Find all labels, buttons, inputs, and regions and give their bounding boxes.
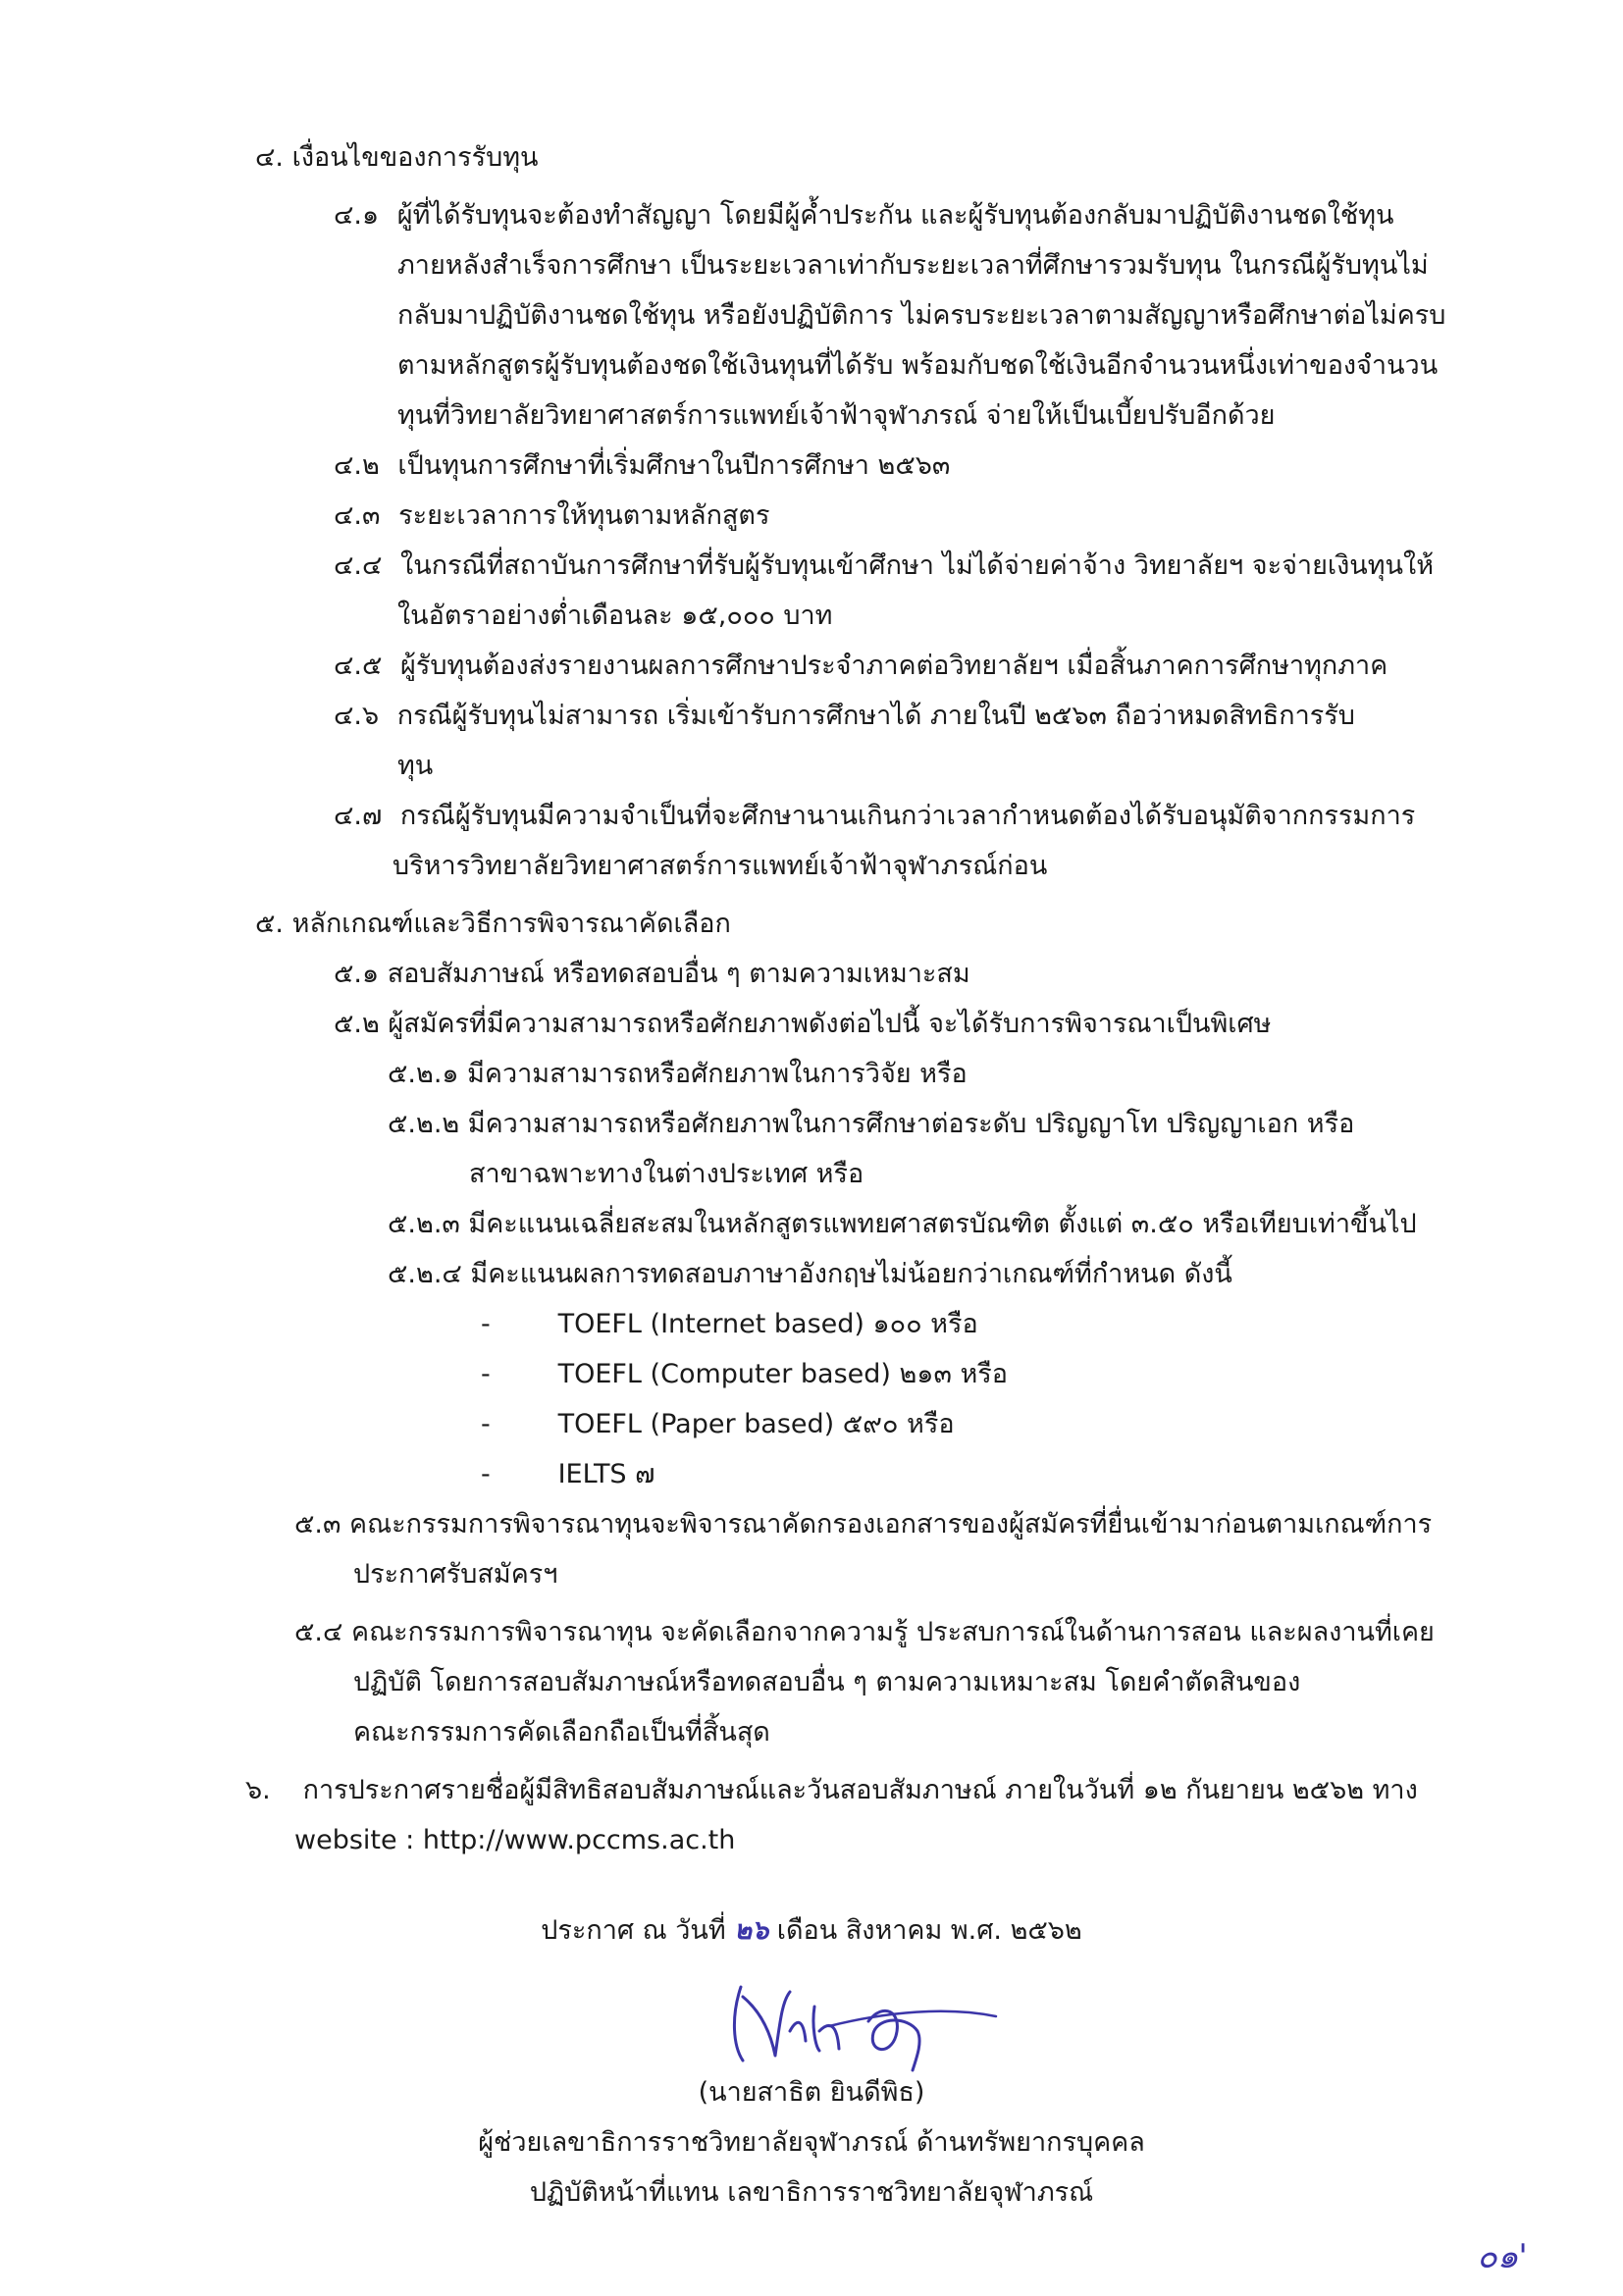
handwritten-page-mark: ๐๑' bbox=[1477, 2237, 1528, 2276]
toefl-paper-text: TOEFL (Paper based) ๕๙๐ หรือ bbox=[557, 1409, 955, 1439]
item-4-5 bbox=[334, 642, 1387, 691]
item-4-3-number: ๔.๓ bbox=[334, 500, 381, 531]
item-4-5-text: ผู้รับทุนต้องส่งรายงานผลการศึกษาประจำภาคต่อวิทยาลัยฯ เมื่อสิ้นภาคการศึกษาทุกภาค bbox=[400, 651, 1388, 681]
item-5-2: ๕.๒ ผู้สมัครที่มีความสามารถหรือศักยภาพดังต่อไปนี้ จะได้รับการพิจารณาเป็นพิเศษ bbox=[334, 1009, 1272, 1039]
item-4-4-line-2: ในอัตราอย่างต่ำเดือนละ ๑๕,๐๐๐ บาท bbox=[397, 600, 833, 631]
ielts bbox=[481, 1450, 654, 1499]
item-4-5-number: ๔.๕ bbox=[334, 651, 383, 681]
item-5-3-line-1: ๕.๓ คณะกรรมการพิจารณาทุนจะพิจารณาคัดกรองเอกสารของผู้สมัครที่ยื่นเข้ามาก่อนตามเกณฑ์การ bbox=[294, 1509, 1433, 1539]
item-4-7-number: ๔.๗ bbox=[334, 801, 383, 831]
item-4-6-number: ๔.๖ bbox=[334, 701, 380, 731]
item-5-2-1: ๕.๒.๑ มีความสามารถหรือศักยภาพในการวิจัย หรือ bbox=[388, 1059, 968, 1089]
item-4-7 bbox=[334, 792, 1415, 841]
section-6-website: website : http://www.pccms.ac.th bbox=[294, 1825, 736, 1855]
item-4-1-line-1: ผู้ที่ได้รับทุนจะต้องทำสัญญา โดยมีผู้ค้ำประกัน และผู้รับทุนต้องกลับมาปฏิบัติงานชดใช้ทุน bbox=[396, 200, 1394, 231]
item-4-2-number: ๔.๒ bbox=[334, 450, 380, 481]
item-5-4-line-2: ปฏิบัติ โดยการสอบสัมภาษณ์หรือทดสอบอื่น ๆ ตามความเหมาะสม โดยคำตัดสินของ bbox=[353, 1667, 1301, 1697]
item-4-6 bbox=[334, 692, 1355, 741]
item-4-4-line-1: ในกรณีที่สถาบันการศึกษาที่รับผู้รับทุนเข้าศึกษา ไม่ได้จ่ายค่าจ้าง วิทยาลัยฯ จะจ่ายเงินทุนให้ bbox=[400, 550, 1434, 581]
item-4-3-text: ระยะเวลาการให้ทุนตามหลักสูตร bbox=[398, 500, 770, 531]
signer-position-1: ผู้ช่วยเลขาธิการราชวิทยาลัยจุฬาภรณ์ ด้านทรัพยากรบุคคล bbox=[478, 2127, 1145, 2158]
bullet-dash: - bbox=[481, 1459, 491, 1489]
section-6 bbox=[245, 1766, 1418, 1815]
bullet-dash: - bbox=[481, 1359, 491, 1389]
announcement-day: ๒๖ bbox=[734, 1915, 769, 1946]
signature-image bbox=[721, 1962, 1006, 2080]
item-4-1-line-2: ภายหลังสำเร็จการศึกษา เป็นระยะเวลาเท่ากับระยะเวลาที่ศึกษารวมรับทุน ในกรณีผู้รับทุนไม่ bbox=[397, 250, 1429, 281]
section-6-number: ๖. bbox=[245, 1775, 271, 1805]
announcement-prefix: ประกาศ ณ วันที่ bbox=[541, 1915, 726, 1946]
item-4-6-line-2: ทุน bbox=[397, 751, 434, 781]
toefl-internet-text: TOEFL (Internet based) ๑๐๐ หรือ bbox=[557, 1309, 978, 1339]
item-4-7-line-1: กรณีผู้รับทุนมีความจำเป็นที่จะศึกษานานเกินกว่าเวลากำหนดต้องได้รับอนุมัติจากกรรมการ bbox=[399, 801, 1416, 831]
item-4-4 bbox=[334, 542, 1434, 591]
announcement-date bbox=[0, 1906, 1623, 1956]
section-6-line-1: การประกาศรายชื่อผู้มีสิทธิสอบสัมภาษณ์และวันสอบสัมภาษณ์ ภายในวันที่ ๑๒ กันยายน ๒๕๖๒ ทาง bbox=[302, 1775, 1418, 1805]
item-4-3 bbox=[334, 492, 769, 541]
item-5-2-4: ๕.๒.๔ มีคะแนนผลการทดสอบภาษาอังกฤษไม่น้อยกว่าเกณฑ์ที่กำหนด ดังนี้ bbox=[388, 1259, 1232, 1289]
item-4-1-line-5: ทุนที่วิทยาลัยวิทยาศาสตร์การแพทย์เจ้าฟ้าจุฬาภรณ์ จ่ายให้เป็นเบี้ยปรับอีกด้วย bbox=[397, 400, 1276, 431]
item-4-2-text: เป็นทุนการศึกษาที่เริ่มศึกษาในปีการศึกษา ๒๕๖๓ bbox=[397, 450, 951, 481]
item-4-6-line-1: กรณีผู้รับทุนไม่สามารถ เริ่มเข้ารับการศึกษาได้ ภายในปี ๒๕๖๓ ถือว่าหมดสิทธิการรับ bbox=[396, 701, 1355, 731]
item-5-1: ๕.๑ สอบสัมภาษณ์ หรือทดสอบอื่น ๆ ตามความเหมาะสม bbox=[334, 959, 970, 989]
item-5-2-2-line-1: ๕.๒.๒ มีความสามารถหรือศักยภาพในการศึกษาต่อระดับ ปริญญาโท ปริญญาเอก หรือ bbox=[388, 1109, 1355, 1139]
item-4-7-line-2: บริหารวิทยาลัยวิทยาศาสตร์การแพทย์เจ้าฟ้าจุฬาภรณ์ก่อน bbox=[393, 851, 1048, 881]
bullet-dash: - bbox=[481, 1409, 491, 1439]
ielts-text: IELTS ๗ bbox=[557, 1459, 655, 1489]
toefl-computer-text: TOEFL (Computer based) ๒๑๓ หรือ bbox=[557, 1359, 1009, 1389]
item-5-3-line-2: ประกาศรับสมัครฯ bbox=[353, 1559, 558, 1590]
item-4-1-line-3: กลับมาปฏิบัติงานชดใช้ทุน หรือยังปฏิบัติการ ไม่ครบระยะเวลาตามสัญญาหรือศึกษาต่อไม่ครบ bbox=[397, 300, 1446, 331]
item-5-2-2-line-2: สาขาฉพาะทางในต่างประเทศ หรือ bbox=[469, 1159, 864, 1189]
toefl-paper bbox=[481, 1400, 955, 1449]
item-5-2-3: ๕.๒.๓ มีคะแนนเฉลี่ยสะสมในหลักสูตรแพทยศาสตรบัณฑิต ตั้งแต่ ๓.๕๐ หรือเทียบเท่าขึ้นไป bbox=[388, 1209, 1417, 1239]
item-4-1 bbox=[334, 191, 1394, 240]
bullet-dash: - bbox=[481, 1309, 491, 1339]
item-4-2 bbox=[334, 442, 950, 491]
toefl-computer bbox=[481, 1350, 1008, 1399]
item-5-4-line-3: คณะกรรมการคัดเลือกถือเป็นที่สิ้นสุด bbox=[353, 1717, 770, 1748]
signer-name: (นายสาธิต ยินดีพิธ) bbox=[698, 2077, 925, 2108]
item-5-4-line-1: ๕.๔ คณะกรรมการพิจารณาทุน จะคัดเลือกจากความรู้ ประสบการณ์ในด้านการสอน และผลงานที่เคย bbox=[294, 1617, 1435, 1647]
item-4-4-number: ๔.๔ bbox=[334, 550, 383, 581]
toefl-internet bbox=[481, 1300, 978, 1349]
section-5-heading: ๕. หลักเกณฑ์และวิธีการพิจารณาคัดเลือก bbox=[255, 909, 731, 939]
section-4-heading: ๔. เงื่อนไขของการรับทุน bbox=[255, 142, 539, 173]
announcement-suffix: เดือน สิงหาคม พ.ศ. ๒๕๖๒ bbox=[776, 1915, 1082, 1946]
signer-position-2: ปฏิบัติหน้าที่แทน เลขาธิการราชวิทยาลัยจุฬาภรณ์ bbox=[529, 2177, 1094, 2208]
item-4-1-line-4: ตามหลักสูตรผู้รับทุนต้องชดใช้เงินทุนที่ได้รับ พร้อมกับชดใช้เงินอีกจำนวนหนึ่งเท่าของจำนวน bbox=[397, 350, 1439, 381]
item-4-1-number: ๔.๑ bbox=[334, 200, 380, 231]
